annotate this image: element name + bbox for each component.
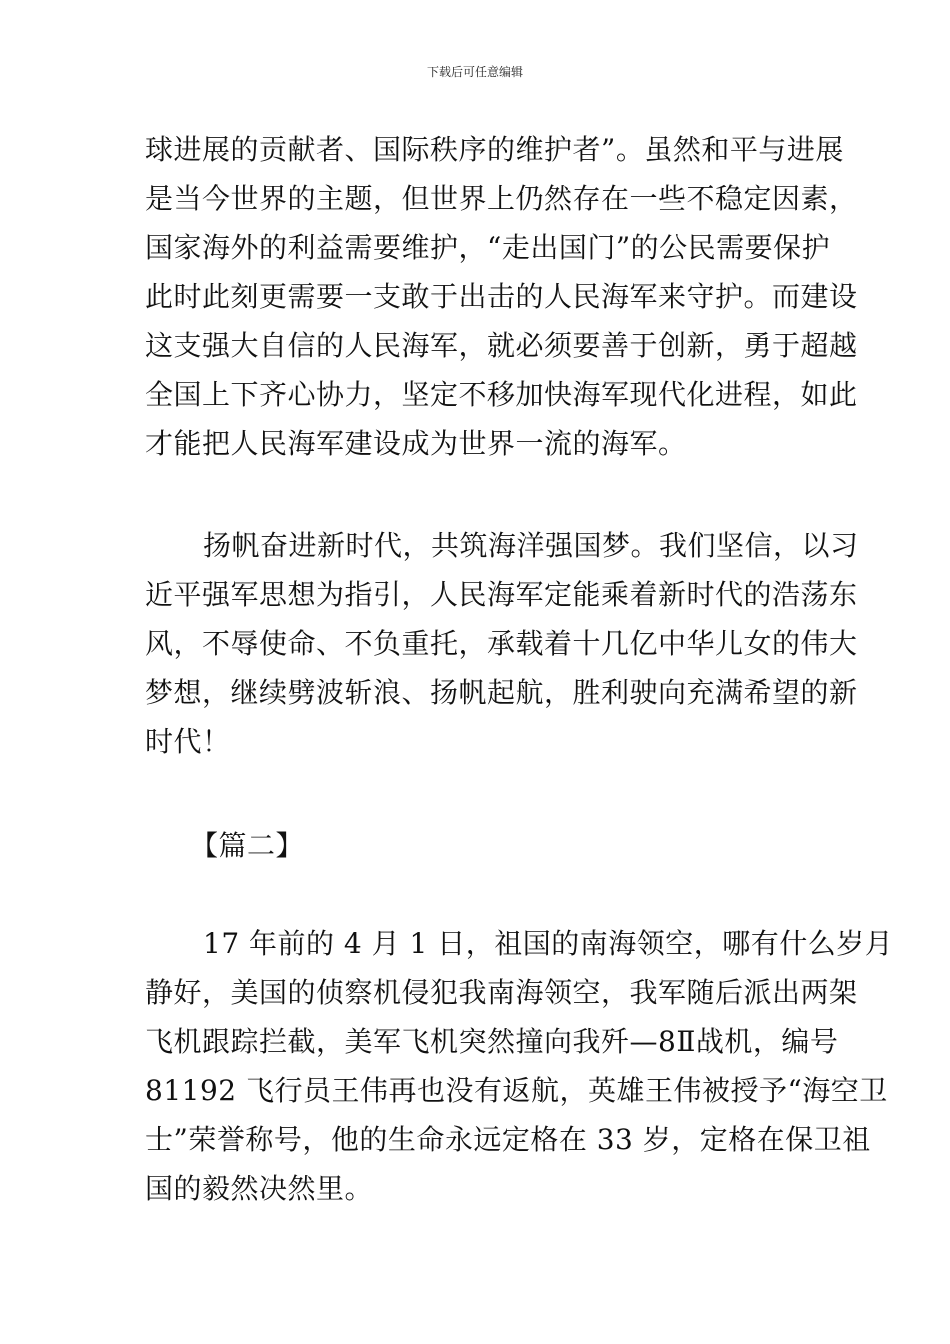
section-heading-text: 【篇二】 [190,829,305,862]
text-line: 此时此刻更需要一支敢于出击的人民海军来守护。而建设 [145,280,858,313]
text-line: 扬帆奋进新时代，共筑海洋强国梦。我们坚信，以习 [203,529,859,562]
text-line: 近平强军思想为指引，人民海军定能乘着新时代的浩荡东 [145,578,858,611]
text-line: 17 年前的 4 月 1 日，祖国的南海领空，哪有什么岁月 [203,927,894,960]
text-line: 全国上下齐心协力，坚定不移加快海军现代化进程，如此 [145,378,858,411]
text-line: 飞机跟踪拦截，美军飞机突然撞向我歼—8Ⅱ战机，编号 [145,1025,839,1058]
text-line: 风，不辱使命、不负重托，承载着十几亿中华儿女的伟大 [145,627,858,660]
text-line: 81192 飞行员王伟再也没有返航，英雄王伟被授予“海空卫 [145,1074,888,1107]
text-line: 士”荣誉称号，他的生命永远定格在 33 岁，定格在保卫祖 [145,1123,871,1156]
text-line: 球进展的贡献者、国际秩序的维护者”。虽然和平与进展 [145,133,844,166]
text-line: 国家海外的利益需要维护，“走出国门”的公民需要保护 [145,231,831,264]
text-line: 是当今世界的主题，但世界上仍然存在一些不稳定因素， [145,182,858,215]
text-line: 梦想，继续劈波斩浪、扬帆起航，胜利驶向充满希望的新 [145,676,858,709]
text-line: 这支强大自信的人民海军，就必须要善于创新，勇于超越 [145,329,858,362]
text-line: 才能把人民海军建设成为世界一流的海军。 [145,427,687,460]
text-line: 静好，美国的侦察机侵犯我南海领空，我军随后派出两架 [145,976,858,1009]
page-header-note: 下载后可任意编辑 [426,65,523,79]
text-line: 国的毅然决然里。 [145,1172,374,1205]
text-line: 时代！ [145,725,231,758]
